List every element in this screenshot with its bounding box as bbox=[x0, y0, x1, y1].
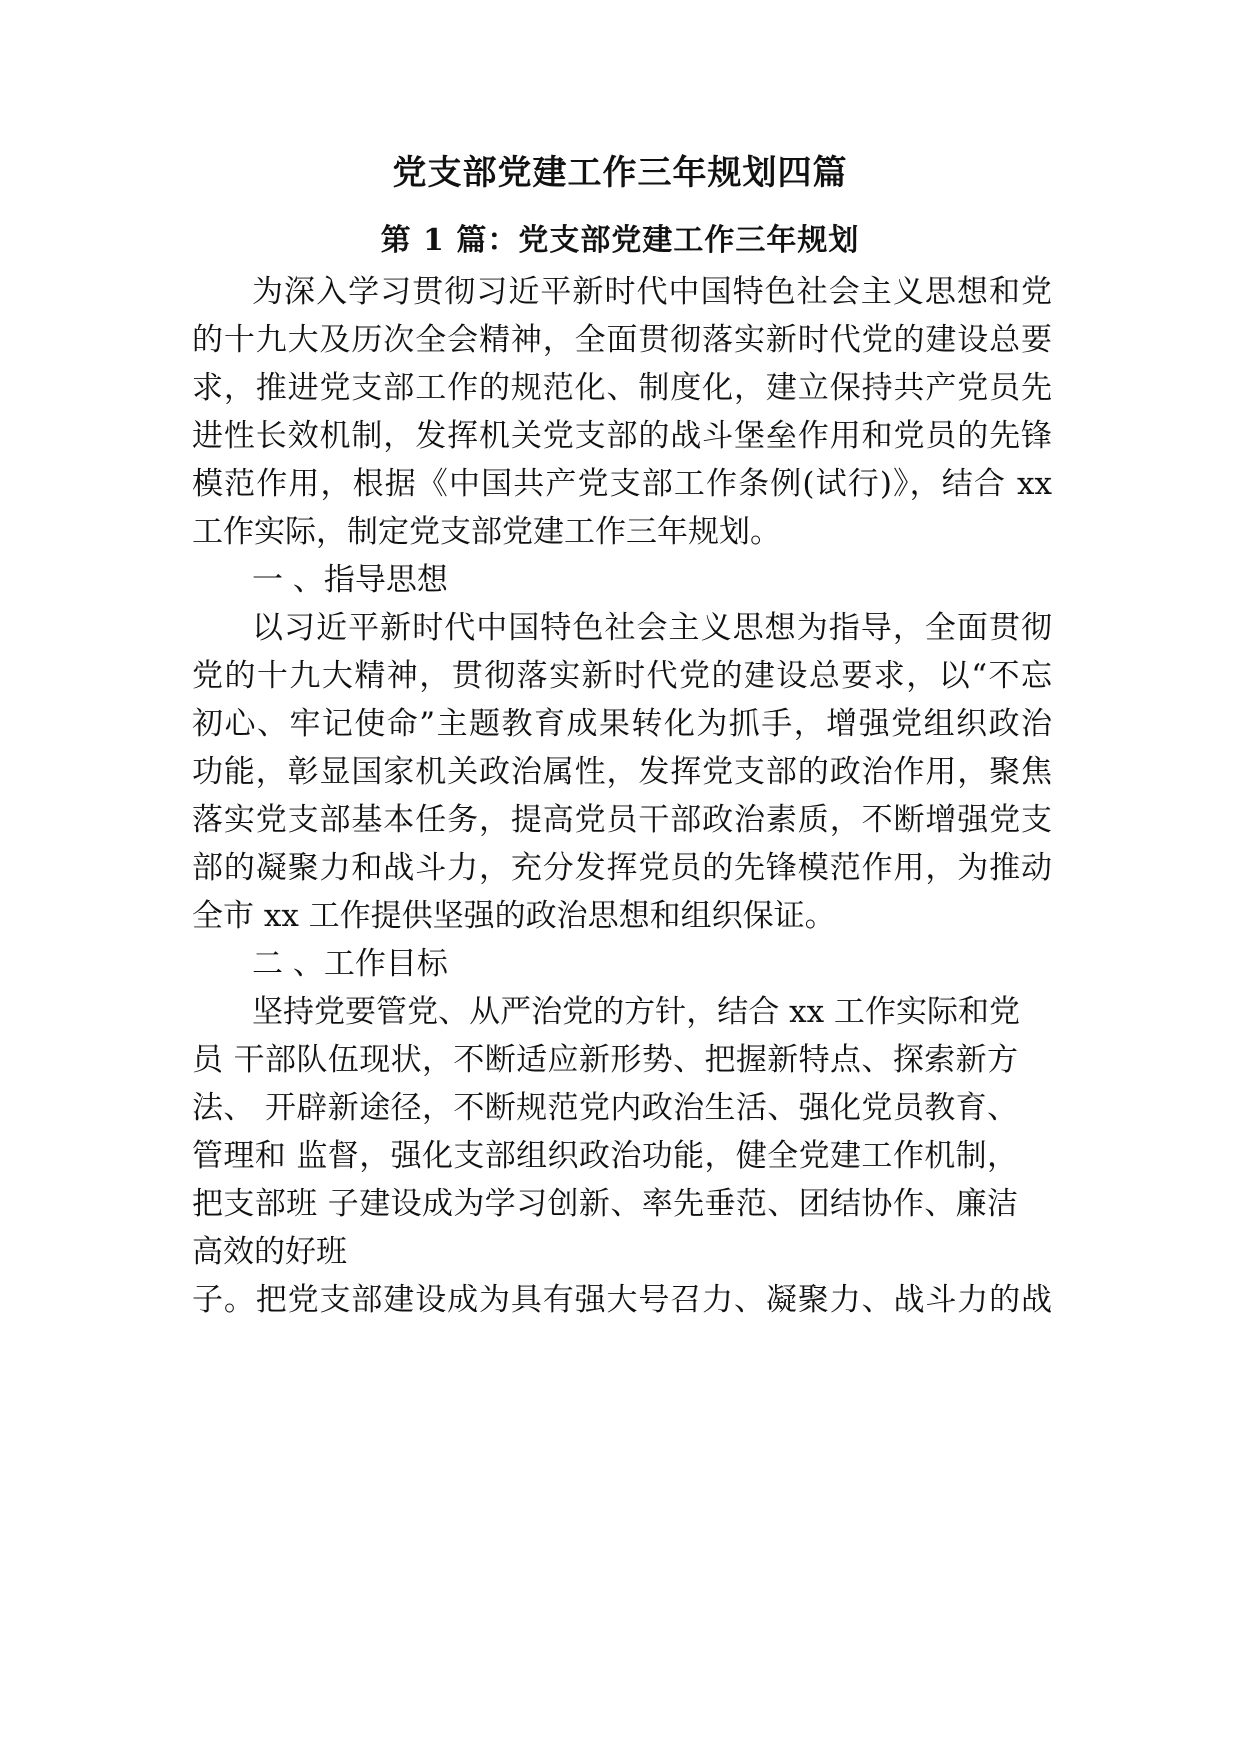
paragraph-line: 党的十九大精神，贯彻落实新时代党的建设总要求，以“不忘 bbox=[192, 658, 1052, 694]
paragraph-line: 坚持党要管党、从严治党的方针，结合 xx 工作实际和党 bbox=[252, 994, 1020, 1030]
paragraph-line: 法、 开辟新途径，不断规范党内政治生活、强化党员教育、 bbox=[192, 1090, 1018, 1126]
paragraph-line: 的十九大及历次全会精神，全面贯彻落实新时代党的建设总要 bbox=[192, 322, 1052, 358]
paragraph-line: 落实党支部基本任务，提高党员干部政治素质，不断增强党支 bbox=[192, 802, 1052, 838]
paragraph-line: 全市 xx 工作提供坚强的政治思想和组织保证。 bbox=[192, 898, 836, 934]
paragraph-line: 功能，彰显国家机关政治属性，发挥党支部的政治作用，聚焦 bbox=[192, 754, 1052, 790]
paragraph-line: 以习近平新时代中国特色社会主义思想为指导，全面贯彻 bbox=[252, 610, 1052, 646]
section-heading: 二 、工作目标 bbox=[252, 946, 448, 982]
paragraph-line: 工作实际，制定党支部党建工作三年规划。 bbox=[192, 514, 781, 550]
paragraph-line: 员 干部队伍现状，不断适应新形势、把握新特点、探索新方 bbox=[192, 1042, 1018, 1078]
paragraph-line: 为深入学习贯彻习近平新时代中国特色社会主义思想和党 bbox=[252, 274, 1052, 310]
document-title: 党支部党建工作三年规划四篇 bbox=[392, 153, 848, 193]
paragraph-line: 部的凝聚力和战斗力，充分发挥党员的先锋模范作用，为推动 bbox=[192, 850, 1052, 886]
paragraph-line: 模范作用，根据《中国共产党支部工作条例(试行)》，结合 xx bbox=[192, 466, 1052, 502]
paragraph-line: 求，推进党支部工作的规范化、制度化，建立保持共产党员先 bbox=[192, 370, 1052, 406]
paragraph-line: 初心、牢记使命”主题教育成果转化为抓手，增强党组织政治 bbox=[192, 706, 1052, 742]
paragraph-line: 把支部班 子建设成为学习创新、率先垂范、团结协作、廉洁 bbox=[192, 1186, 1018, 1222]
document-subtitle: 第 1 篇：党支部党建工作三年规划 bbox=[380, 223, 860, 258]
paragraph-line: 管理和 监督，强化支部组织政治功能，健全党建工作机制， bbox=[192, 1138, 1018, 1174]
paragraph-line: 子。把党支部建设成为具有强大号召力、凝聚力、战斗力的战 bbox=[192, 1282, 1052, 1318]
paragraph-line: 高效的好班 bbox=[192, 1234, 347, 1270]
section-heading: 一 、指导思想 bbox=[252, 562, 448, 598]
paragraph-line: 进性长效机制，发挥机关党支部的战斗堡垒作用和党员的先锋 bbox=[192, 418, 1052, 454]
